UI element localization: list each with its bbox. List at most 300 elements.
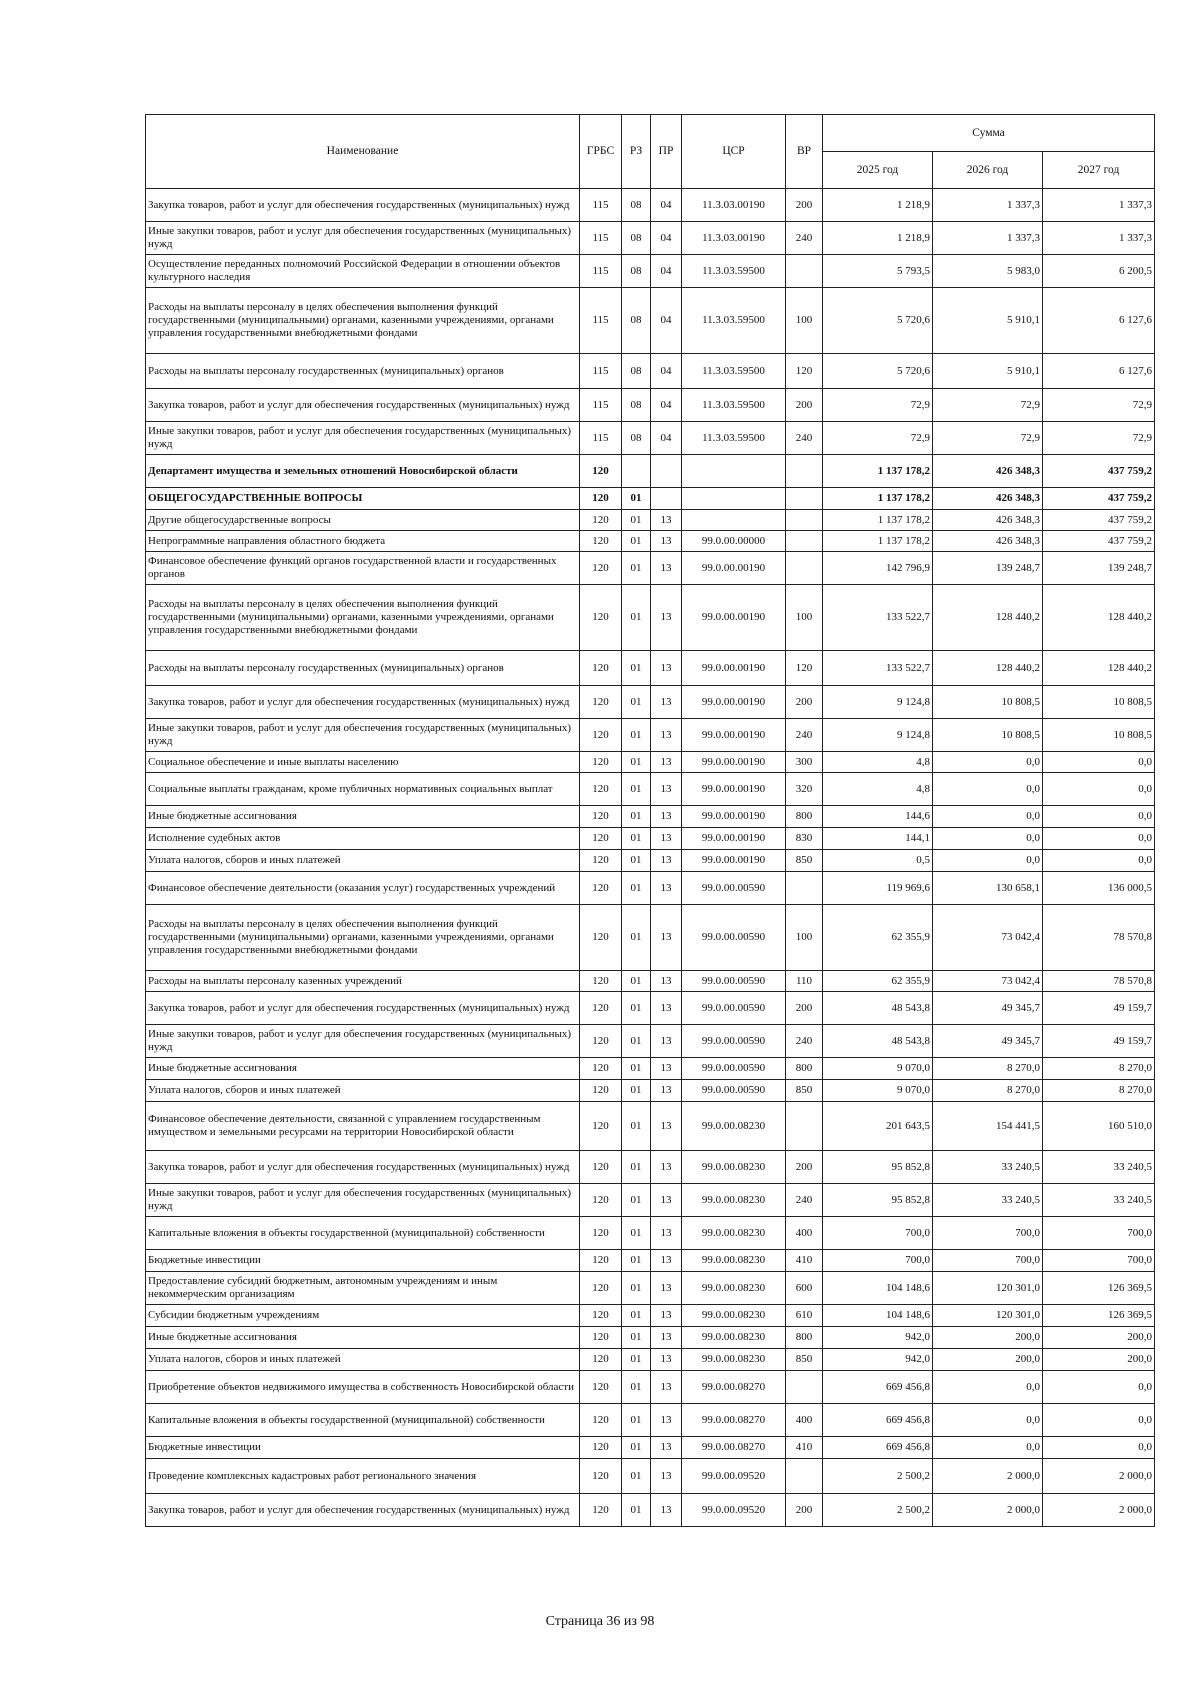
- cell-2026: 0,0: [933, 1404, 1043, 1437]
- cell-2026: 700,0: [933, 1217, 1043, 1250]
- cell-2026: 139 248,7: [933, 552, 1043, 585]
- cell-vr: 100: [786, 585, 823, 651]
- cell-2027: 437 759,2: [1043, 455, 1155, 488]
- cell-pr: 13: [651, 773, 682, 806]
- cell-name: Уплата налогов, сборов и иных платежей: [146, 850, 580, 872]
- table-row: [146, 510, 1155, 531]
- cell-rz: 01: [622, 1272, 651, 1305]
- cell-rz: 01: [622, 850, 651, 872]
- cell-vr: 830: [786, 828, 823, 850]
- cell-name: Иные бюджетные ассигнования: [146, 1058, 580, 1080]
- cell-2026: 128 440,2: [933, 585, 1043, 651]
- cell-2026: 33 240,5: [933, 1151, 1043, 1184]
- cell-pr: 13: [651, 552, 682, 585]
- cell-2026: 0,0: [933, 773, 1043, 806]
- cell-csr: [682, 510, 786, 531]
- table-row: [146, 531, 1155, 552]
- cell-csr: 99.0.00.08230: [682, 1250, 786, 1272]
- cell-name: Иные бюджетные ассигнования: [146, 806, 580, 828]
- cell-vr: 240: [786, 1025, 823, 1058]
- cell-2027: 437 759,2: [1043, 531, 1155, 552]
- cell-rz: 01: [622, 773, 651, 806]
- cell-csr: 99.0.00.00590: [682, 1058, 786, 1080]
- table-row: [146, 1217, 1155, 1250]
- cell-vr: 200: [786, 189, 823, 222]
- cell-grbs: 115: [580, 255, 622, 288]
- cell-2026: 1 337,3: [933, 222, 1043, 255]
- cell-2025: 119 969,6: [823, 872, 933, 905]
- cell-csr: 99.0.00.08230: [682, 1349, 786, 1371]
- table-row: [146, 1494, 1155, 1527]
- cell-pr: 13: [651, 1371, 682, 1404]
- cell-csr: 99.0.00.08230: [682, 1184, 786, 1217]
- cell-rz: 01: [622, 1459, 651, 1494]
- cell-rz: 01: [622, 1184, 651, 1217]
- cell-csr: 99.0.00.00190: [682, 651, 786, 686]
- cell-grbs: 120: [580, 773, 622, 806]
- cell-name: Социальные выплаты гражданам, кроме публичных нормативных социальных выплат: [146, 773, 580, 806]
- table-row: [146, 752, 1155, 773]
- cell-pr: 13: [651, 686, 682, 719]
- cell-2027: 0,0: [1043, 1404, 1155, 1437]
- cell-rz: 01: [622, 510, 651, 531]
- cell-2026: 200,0: [933, 1327, 1043, 1349]
- table-row: [146, 992, 1155, 1025]
- cell-name: Субсидии бюджетным учреждениям: [146, 1305, 580, 1327]
- cell-name: Иные закупки товаров, работ и услуг для обеспечения государственных (муниципальных) нужд: [146, 422, 580, 455]
- cell-rz: 08: [622, 354, 651, 389]
- cell-vr: 200: [786, 1151, 823, 1184]
- cell-name: Финансовое обеспечение деятельности (оказания услуг) государственных учреждений: [146, 872, 580, 905]
- table-row: [146, 389, 1155, 422]
- cell-name: Закупка товаров, работ и услуг для обеспечения государственных (муниципальных) нужд: [146, 686, 580, 719]
- cell-2027: 128 440,2: [1043, 585, 1155, 651]
- cell-pr: 13: [651, 992, 682, 1025]
- cell-rz: 01: [622, 1327, 651, 1349]
- table-row: [146, 1272, 1155, 1305]
- cell-vr: [786, 488, 823, 510]
- cell-2027: 0,0: [1043, 850, 1155, 872]
- cell-pr: 13: [651, 1437, 682, 1459]
- cell-csr: 11.3.03.59500: [682, 422, 786, 455]
- cell-name: Департамент имущества и земельных отношений Новосибирской области: [146, 455, 580, 488]
- cell-2026: 10 808,5: [933, 686, 1043, 719]
- cell-name: Иные закупки товаров, работ и услуг для обеспечения государственных (муниципальных) нужд: [146, 1025, 580, 1058]
- cell-name: Закупка товаров, работ и услуг для обеспечения государственных (муниципальных) нужд: [146, 389, 580, 422]
- table-row: [146, 255, 1155, 288]
- table-body: [146, 189, 1155, 1527]
- cell-2026: 0,0: [933, 752, 1043, 773]
- cell-2025: 62 355,9: [823, 971, 933, 992]
- table-row: [146, 1184, 1155, 1217]
- cell-vr: 120: [786, 354, 823, 389]
- cell-grbs: 120: [580, 992, 622, 1025]
- cell-name: ОБЩЕГОСУДАРСТВЕННЫЕ ВОПРОСЫ: [146, 488, 580, 510]
- cell-pr: 13: [651, 585, 682, 651]
- table-row: [146, 651, 1155, 686]
- cell-grbs: 115: [580, 389, 622, 422]
- cell-2025: 9 070,0: [823, 1080, 933, 1102]
- cell-csr: 99.0.00.00190: [682, 773, 786, 806]
- cell-grbs: 115: [580, 189, 622, 222]
- cell-2026: 49 345,7: [933, 1025, 1043, 1058]
- table-row: [146, 1058, 1155, 1080]
- cell-2025: 104 148,6: [823, 1305, 933, 1327]
- cell-vr: 410: [786, 1250, 823, 1272]
- cell-vr: [786, 552, 823, 585]
- cell-rz: 01: [622, 1371, 651, 1404]
- header-csr: ЦСР: [682, 115, 786, 189]
- budget-table: [145, 114, 1155, 1527]
- cell-grbs: 120: [580, 1058, 622, 1080]
- cell-2026: 72,9: [933, 422, 1043, 455]
- cell-grbs: 120: [580, 585, 622, 651]
- cell-vr: 100: [786, 288, 823, 354]
- cell-name: Бюджетные инвестиции: [146, 1437, 580, 1459]
- cell-pr: 13: [651, 1184, 682, 1217]
- cell-grbs: 120: [580, 971, 622, 992]
- table-row: [146, 552, 1155, 585]
- cell-rz: 01: [622, 1025, 651, 1058]
- cell-2025: 1 137 178,2: [823, 488, 933, 510]
- cell-rz: 08: [622, 389, 651, 422]
- cell-csr: 99.0.00.09520: [682, 1459, 786, 1494]
- cell-2027: 700,0: [1043, 1217, 1155, 1250]
- cell-pr: 13: [651, 1058, 682, 1080]
- page-number: Страница 36 из 98: [545, 1614, 655, 1629]
- cell-2026: 700,0: [933, 1250, 1043, 1272]
- cell-csr: 99.0.00.00590: [682, 992, 786, 1025]
- cell-name: Расходы на выплаты персоналу казенных учреждений: [146, 971, 580, 992]
- cell-rz: 01: [622, 1250, 651, 1272]
- cell-2027: 700,0: [1043, 1250, 1155, 1272]
- cell-2027: 6 127,6: [1043, 288, 1155, 354]
- cell-grbs: 120: [580, 1494, 622, 1527]
- cell-2025: 700,0: [823, 1217, 933, 1250]
- cell-2025: 5 793,5: [823, 255, 933, 288]
- cell-2027: 0,0: [1043, 828, 1155, 850]
- cell-csr: 11.3.03.59500: [682, 354, 786, 389]
- table-row: [146, 971, 1155, 992]
- cell-2025: 942,0: [823, 1327, 933, 1349]
- cell-vr: 120: [786, 651, 823, 686]
- cell-csr: 99.0.00.00190: [682, 806, 786, 828]
- cell-vr: 800: [786, 1058, 823, 1080]
- cell-pr: 04: [651, 288, 682, 354]
- cell-csr: 99.0.00.00190: [682, 552, 786, 585]
- cell-csr: 99.0.00.00590: [682, 872, 786, 905]
- cell-name: Предоставление субсидий бюджетным, автономным учреждениям и иным некоммерческим организациям: [146, 1272, 580, 1305]
- cell-vr: 850: [786, 850, 823, 872]
- cell-rz: 01: [622, 806, 651, 828]
- table-row: [146, 905, 1155, 971]
- cell-vr: [786, 510, 823, 531]
- table-row: [146, 1151, 1155, 1184]
- cell-grbs: 115: [580, 422, 622, 455]
- table-row: [146, 1349, 1155, 1371]
- cell-grbs: 120: [580, 806, 622, 828]
- cell-pr: 13: [651, 1102, 682, 1151]
- cell-pr: 13: [651, 1459, 682, 1494]
- cell-2025: 72,9: [823, 422, 933, 455]
- cell-rz: 01: [622, 531, 651, 552]
- table-row: [146, 422, 1155, 455]
- cell-rz: 01: [622, 1494, 651, 1527]
- cell-rz: 01: [622, 992, 651, 1025]
- cell-2026: 5 910,1: [933, 288, 1043, 354]
- table-row: [146, 773, 1155, 806]
- cell-rz: 08: [622, 422, 651, 455]
- cell-rz: 01: [622, 1217, 651, 1250]
- cell-pr: 13: [651, 510, 682, 531]
- cell-2025: 2 500,2: [823, 1494, 933, 1527]
- cell-vr: 800: [786, 806, 823, 828]
- cell-rz: 01: [622, 1437, 651, 1459]
- cell-vr: 410: [786, 1437, 823, 1459]
- cell-grbs: 120: [580, 752, 622, 773]
- cell-2027: 0,0: [1043, 1437, 1155, 1459]
- cell-name: Капитальные вложения в объекты государственной (муниципальной) собственности: [146, 1217, 580, 1250]
- cell-grbs: 120: [580, 552, 622, 585]
- cell-vr: [786, 531, 823, 552]
- cell-csr: 99.0.00.00190: [682, 850, 786, 872]
- cell-2025: 62 355,9: [823, 905, 933, 971]
- cell-pr: [651, 455, 682, 488]
- cell-2025: 669 456,8: [823, 1404, 933, 1437]
- cell-2027: 49 159,7: [1043, 992, 1155, 1025]
- cell-2025: 4,8: [823, 773, 933, 806]
- header-year-2026: 2026 год: [933, 152, 1043, 189]
- table-row: [146, 872, 1155, 905]
- header-name: Наименование: [146, 115, 580, 189]
- cell-2026: 0,0: [933, 1371, 1043, 1404]
- cell-rz: 01: [622, 651, 651, 686]
- cell-vr: 850: [786, 1349, 823, 1371]
- cell-name: Непрограммные направления областного бюджета: [146, 531, 580, 552]
- cell-pr: 13: [651, 1151, 682, 1184]
- cell-rz: 01: [622, 1102, 651, 1151]
- cell-2026: 130 658,1: [933, 872, 1043, 905]
- cell-name: Иные бюджетные ассигнования: [146, 1327, 580, 1349]
- cell-vr: 100: [786, 905, 823, 971]
- cell-2026: 200,0: [933, 1349, 1043, 1371]
- cell-2025: 142 796,9: [823, 552, 933, 585]
- cell-grbs: 120: [580, 1025, 622, 1058]
- cell-csr: [682, 455, 786, 488]
- cell-rz: 01: [622, 1305, 651, 1327]
- cell-rz: 01: [622, 1058, 651, 1080]
- header-year-2027: 2027 год: [1043, 152, 1155, 189]
- cell-2025: 144,1: [823, 828, 933, 850]
- cell-csr: 99.0.00.00590: [682, 1025, 786, 1058]
- cell-2026: 73 042,4: [933, 905, 1043, 971]
- table-row: [146, 1404, 1155, 1437]
- cell-2026: 2 000,0: [933, 1459, 1043, 1494]
- cell-rz: 01: [622, 719, 651, 752]
- cell-csr: 99.0.00.00190: [682, 686, 786, 719]
- cell-2025: 2 500,2: [823, 1459, 933, 1494]
- cell-csr: 99.0.00.00590: [682, 905, 786, 971]
- cell-pr: 13: [651, 1272, 682, 1305]
- cell-csr: 99.0.00.08270: [682, 1437, 786, 1459]
- cell-2027: 78 570,8: [1043, 905, 1155, 971]
- cell-2026: 10 808,5: [933, 719, 1043, 752]
- cell-vr: [786, 872, 823, 905]
- cell-2026: 426 348,3: [933, 531, 1043, 552]
- cell-2027: 10 808,5: [1043, 686, 1155, 719]
- cell-grbs: 120: [580, 488, 622, 510]
- cell-name: Исполнение судебных актов: [146, 828, 580, 850]
- cell-2027: 1 337,3: [1043, 222, 1155, 255]
- cell-rz: 01: [622, 1151, 651, 1184]
- cell-name: Закупка товаров, работ и услуг для обеспечения государственных (муниципальных) нужд: [146, 189, 580, 222]
- header-vr: ВР: [786, 115, 823, 189]
- cell-vr: [786, 455, 823, 488]
- cell-2025: 4,8: [823, 752, 933, 773]
- cell-2025: 0,5: [823, 850, 933, 872]
- cell-2025: 95 852,8: [823, 1151, 933, 1184]
- cell-2025: 144,6: [823, 806, 933, 828]
- cell-pr: 04: [651, 422, 682, 455]
- cell-2025: 1 218,9: [823, 222, 933, 255]
- cell-name: Приобретение объектов недвижимого имущества в собственность Новосибирской области: [146, 1371, 580, 1404]
- cell-2027: 33 240,5: [1043, 1184, 1155, 1217]
- cell-2025: 1 218,9: [823, 189, 933, 222]
- cell-rz: 01: [622, 585, 651, 651]
- cell-2026: 120 301,0: [933, 1305, 1043, 1327]
- cell-2025: 5 720,6: [823, 288, 933, 354]
- cell-2027: 128 440,2: [1043, 651, 1155, 686]
- table-row: [146, 1327, 1155, 1349]
- cell-2025: 9 124,8: [823, 686, 933, 719]
- cell-grbs: 120: [580, 872, 622, 905]
- cell-2027: 8 270,0: [1043, 1058, 1155, 1080]
- cell-2026: 1 337,3: [933, 189, 1043, 222]
- cell-rz: 01: [622, 872, 651, 905]
- cell-vr: 240: [786, 222, 823, 255]
- cell-rz: 01: [622, 552, 651, 585]
- cell-2026: 154 441,5: [933, 1102, 1043, 1151]
- cell-2026: 73 042,4: [933, 971, 1043, 992]
- cell-2027: 33 240,5: [1043, 1151, 1155, 1184]
- table-row: [146, 686, 1155, 719]
- cell-vr: [786, 1102, 823, 1151]
- cell-grbs: 120: [580, 1151, 622, 1184]
- cell-2027: 437 759,2: [1043, 510, 1155, 531]
- cell-csr: 99.0.00.00190: [682, 752, 786, 773]
- cell-grbs: 120: [580, 1437, 622, 1459]
- cell-2026: 72,9: [933, 389, 1043, 422]
- cell-pr: 13: [651, 872, 682, 905]
- cell-vr: [786, 1459, 823, 1494]
- cell-vr: 400: [786, 1217, 823, 1250]
- cell-grbs: 120: [580, 510, 622, 531]
- cell-pr: 13: [651, 752, 682, 773]
- table-row: [146, 1102, 1155, 1151]
- cell-csr: 99.0.00.00590: [682, 971, 786, 992]
- cell-grbs: 120: [580, 1305, 622, 1327]
- cell-name: Проведение комплексных кадастровых работ регионального значения: [146, 1459, 580, 1494]
- cell-rz: 01: [622, 752, 651, 773]
- cell-2026: 0,0: [933, 1437, 1043, 1459]
- cell-grbs: 120: [580, 1080, 622, 1102]
- cell-2026: 2 000,0: [933, 1494, 1043, 1527]
- cell-name: Иные закупки товаров, работ и услуг для обеспечения государственных (муниципальных) нужд: [146, 719, 580, 752]
- cell-grbs: 120: [580, 719, 622, 752]
- cell-grbs: 120: [580, 531, 622, 552]
- cell-csr: 99.0.00.08230: [682, 1217, 786, 1250]
- cell-pr: 13: [651, 1217, 682, 1250]
- cell-2027: 8 270,0: [1043, 1080, 1155, 1102]
- table-row: [146, 1080, 1155, 1102]
- cell-csr: 11.3.03.59500: [682, 389, 786, 422]
- cell-rz: 08: [622, 189, 651, 222]
- cell-pr: 13: [651, 1404, 682, 1437]
- cell-2025: 95 852,8: [823, 1184, 933, 1217]
- cell-2026: 0,0: [933, 828, 1043, 850]
- cell-pr: 13: [651, 531, 682, 552]
- table-row: [146, 222, 1155, 255]
- cell-rz: 01: [622, 1080, 651, 1102]
- header-grbs: ГРБС: [580, 115, 622, 189]
- cell-pr: 13: [651, 971, 682, 992]
- cell-2027: 136 000,5: [1043, 872, 1155, 905]
- cell-rz: 08: [622, 255, 651, 288]
- table-row: [146, 719, 1155, 752]
- cell-pr: 13: [651, 1494, 682, 1527]
- table-row: [146, 585, 1155, 651]
- cell-2025: 669 456,8: [823, 1371, 933, 1404]
- cell-2027: 437 759,2: [1043, 488, 1155, 510]
- cell-2027: 126 369,5: [1043, 1305, 1155, 1327]
- cell-2027: 1 337,3: [1043, 189, 1155, 222]
- cell-name: Другие общегосударственные вопросы: [146, 510, 580, 531]
- cell-2026: 426 348,3: [933, 455, 1043, 488]
- cell-name: Уплата налогов, сборов и иных платежей: [146, 1349, 580, 1371]
- cell-vr: [786, 255, 823, 288]
- cell-2025: 133 522,7: [823, 651, 933, 686]
- cell-pr: 13: [651, 806, 682, 828]
- cell-vr: 200: [786, 686, 823, 719]
- cell-vr: 240: [786, 1184, 823, 1217]
- cell-name: Иные закупки товаров, работ и услуг для обеспечения государственных (муниципальных) нужд: [146, 1184, 580, 1217]
- cell-pr: 13: [651, 905, 682, 971]
- cell-pr: 13: [651, 1080, 682, 1102]
- cell-name: Иные закупки товаров, работ и услуг для обеспечения государственных (муниципальных) нужд: [146, 222, 580, 255]
- cell-2025: 669 456,8: [823, 1437, 933, 1459]
- cell-pr: 13: [651, 1025, 682, 1058]
- cell-2025: 48 543,8: [823, 1025, 933, 1058]
- cell-2025: 201 643,5: [823, 1102, 933, 1151]
- cell-pr: [651, 488, 682, 510]
- cell-2027: 139 248,7: [1043, 552, 1155, 585]
- cell-name: Расходы на выплаты персоналу в целях обеспечения выполнения функций государственными (муниципальными) органами, казенными учреждениями, органами управления государственными внебюджетными фондами: [146, 288, 580, 354]
- cell-2026: 128 440,2: [933, 651, 1043, 686]
- cell-csr: 99.0.00.08230: [682, 1327, 786, 1349]
- cell-csr: 99.0.00.00190: [682, 719, 786, 752]
- cell-2027: 200,0: [1043, 1349, 1155, 1371]
- cell-2025: 1 137 178,2: [823, 531, 933, 552]
- cell-grbs: 120: [580, 1184, 622, 1217]
- cell-vr: 200: [786, 389, 823, 422]
- cell-rz: 01: [622, 905, 651, 971]
- cell-2025: 942,0: [823, 1349, 933, 1371]
- cell-vr: 240: [786, 719, 823, 752]
- cell-2026: 5 983,0: [933, 255, 1043, 288]
- cell-rz: 01: [622, 686, 651, 719]
- cell-2026: 0,0: [933, 850, 1043, 872]
- table-row: [146, 488, 1155, 510]
